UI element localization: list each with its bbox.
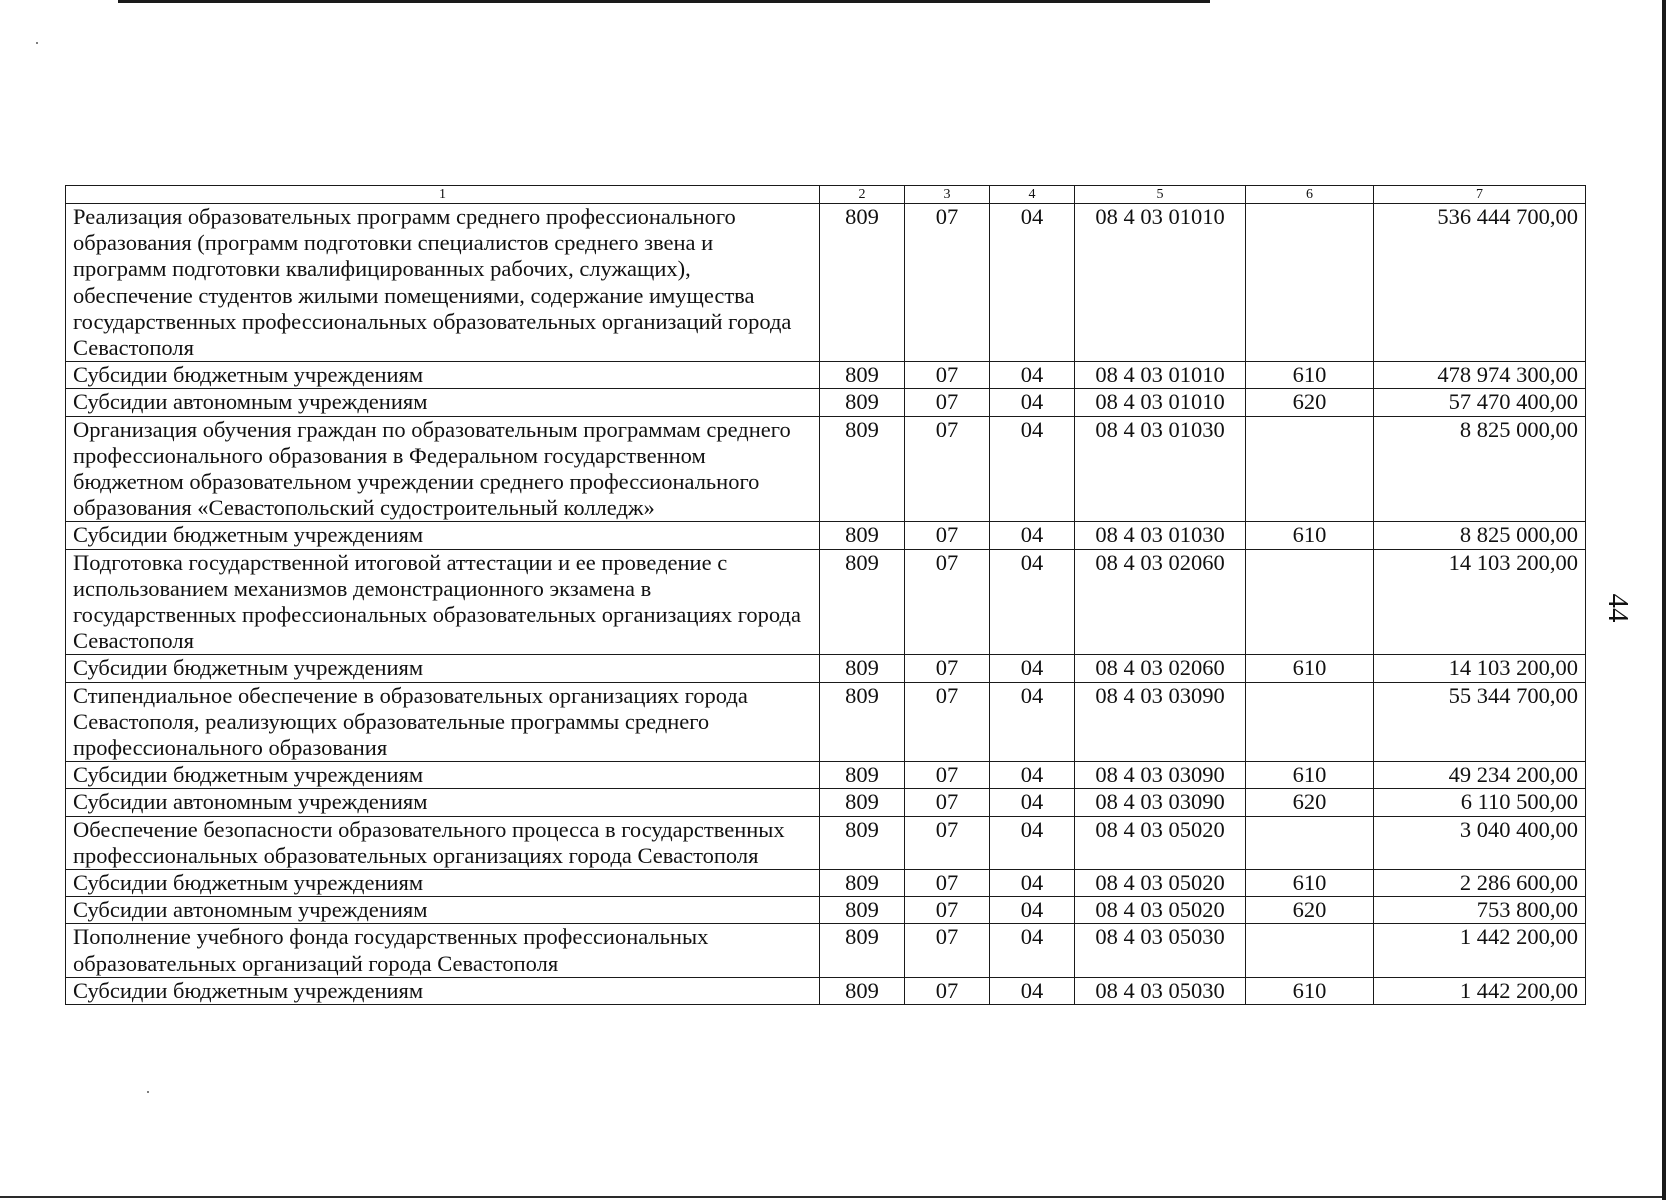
target-article-code: 08 4 03 05030 xyxy=(1075,977,1246,1004)
table-row xyxy=(66,362,1586,389)
subsection-code: 04 xyxy=(990,549,1075,655)
column-number-2: 2 xyxy=(820,186,905,204)
table-header xyxy=(66,186,1586,204)
subsection-code: 04 xyxy=(990,816,1075,869)
column-number-4: 4 xyxy=(990,186,1075,204)
item-name: Подготовка государственной итоговой аттестации и ее проведение с использованием механизмов демонстрационного экзамена в государственных профессиональных образовательных организациях города Севастополя xyxy=(66,549,820,655)
expense-type-code: 610 xyxy=(1246,522,1374,549)
column-number-1: 1 xyxy=(66,186,820,204)
scan-border-top xyxy=(118,0,1210,3)
target-article-code: 08 4 03 05020 xyxy=(1075,816,1246,869)
item-name: Организация обучения граждан по образовательным программам среднего профессионального образования в Федеральном государственном бюджетном образовательном учреждении среднего профессионального образования «Севастопольский судостроительный колледж» xyxy=(66,416,820,522)
amount: 55 344 700,00 xyxy=(1374,682,1586,762)
department-code: 809 xyxy=(820,870,905,897)
amount: 49 234 200,00 xyxy=(1374,762,1586,789)
subsection-code: 04 xyxy=(990,977,1075,1004)
department-code: 809 xyxy=(820,977,905,1004)
table-row xyxy=(66,870,1586,897)
expense-type-code: 620 xyxy=(1246,789,1374,816)
table-row xyxy=(66,762,1586,789)
table-row xyxy=(66,924,1586,977)
department-code: 809 xyxy=(820,362,905,389)
subsection-code: 04 xyxy=(990,789,1075,816)
header-row xyxy=(66,186,1586,204)
item-name: Субсидии бюджетным учреждениям xyxy=(66,870,820,897)
table-row xyxy=(66,789,1586,816)
target-article-code: 08 4 03 01010 xyxy=(1075,389,1246,416)
expense-type-code: 620 xyxy=(1246,897,1374,924)
amount: 1 442 200,00 xyxy=(1374,977,1586,1004)
item-name: Пополнение учебного фонда государственных профессиональных образовательных организаций города Севастополя xyxy=(66,924,820,977)
department-code: 809 xyxy=(820,549,905,655)
section-code: 07 xyxy=(905,362,990,389)
department-code: 809 xyxy=(820,682,905,762)
amount: 8 825 000,00 xyxy=(1374,416,1586,522)
expense-type-code xyxy=(1246,682,1374,762)
department-code: 809 xyxy=(820,522,905,549)
target-article-code: 08 4 03 05030 xyxy=(1075,924,1246,977)
budget-table xyxy=(65,185,1586,1005)
amount: 3 040 400,00 xyxy=(1374,816,1586,869)
subsection-code: 04 xyxy=(990,682,1075,762)
item-name: Субсидии бюджетным учреждениям xyxy=(66,522,820,549)
expense-type-code: 610 xyxy=(1246,362,1374,389)
subsection-code: 04 xyxy=(990,204,1075,362)
item-name: Реализация образовательных программ среднего профессионального образования (программ подготовки специалистов среднего звена и программ подготовки квалифицированных рабочих, служащих), обеспечение студентов жилыми помещениями, содержание имущества государственных профессиональных образовательных организаций города Севастополя xyxy=(66,204,820,362)
expense-type-code: 610 xyxy=(1246,655,1374,682)
section-code: 07 xyxy=(905,389,990,416)
target-article-code: 08 4 03 03090 xyxy=(1075,682,1246,762)
section-code: 07 xyxy=(905,924,990,977)
item-name: Субсидии бюджетным учреждениям xyxy=(66,655,820,682)
section-code: 07 xyxy=(905,549,990,655)
amount: 14 103 200,00 xyxy=(1374,655,1586,682)
department-code: 809 xyxy=(820,655,905,682)
subsection-code: 04 xyxy=(990,762,1075,789)
column-number-3: 3 xyxy=(905,186,990,204)
section-code: 07 xyxy=(905,682,990,762)
section-code: 07 xyxy=(905,789,990,816)
subsection-code: 04 xyxy=(990,362,1075,389)
table-row xyxy=(66,204,1586,362)
expense-type-code: 610 xyxy=(1246,870,1374,897)
item-name: Субсидии автономным учреждениям xyxy=(66,789,820,816)
item-name: Субсидии бюджетным учреждениям xyxy=(66,762,820,789)
subsection-code: 04 xyxy=(990,416,1075,522)
item-name: Субсидии бюджетным учреждениям xyxy=(66,362,820,389)
subsection-code: 04 xyxy=(990,389,1075,416)
subsection-code: 04 xyxy=(990,897,1075,924)
table-row xyxy=(66,897,1586,924)
expense-type-code xyxy=(1246,816,1374,869)
department-code: 809 xyxy=(820,204,905,362)
expense-type-code xyxy=(1246,204,1374,362)
section-code: 07 xyxy=(905,416,990,522)
column-number-7: 7 xyxy=(1374,186,1586,204)
table-row xyxy=(66,655,1586,682)
amount: 2 286 600,00 xyxy=(1374,870,1586,897)
subsection-code: 04 xyxy=(990,870,1075,897)
expense-type-code xyxy=(1246,416,1374,522)
table-row xyxy=(66,682,1586,762)
section-code: 07 xyxy=(905,522,990,549)
department-code: 809 xyxy=(820,897,905,924)
expense-type-code: 610 xyxy=(1246,762,1374,789)
amount: 753 800,00 xyxy=(1374,897,1586,924)
expense-type-code: 610 xyxy=(1246,977,1374,1004)
department-code: 809 xyxy=(820,924,905,977)
department-code: 809 xyxy=(820,762,905,789)
target-article-code: 08 4 03 03090 xyxy=(1075,762,1246,789)
section-code: 07 xyxy=(905,897,990,924)
expense-type-code: 620 xyxy=(1246,389,1374,416)
target-article-code: 08 4 03 03090 xyxy=(1075,789,1246,816)
subsection-code: 04 xyxy=(990,522,1075,549)
item-name: Субсидии автономным учреждениям xyxy=(66,389,820,416)
section-code: 07 xyxy=(905,204,990,362)
target-article-code: 08 4 03 01010 xyxy=(1075,362,1246,389)
amount: 14 103 200,00 xyxy=(1374,549,1586,655)
scan-border-bottom xyxy=(0,1196,1666,1198)
section-code: 07 xyxy=(905,870,990,897)
table-row xyxy=(66,816,1586,869)
target-article-code: 08 4 03 01030 xyxy=(1075,416,1246,522)
section-code: 07 xyxy=(905,977,990,1004)
amount: 6 110 500,00 xyxy=(1374,789,1586,816)
department-code: 809 xyxy=(820,416,905,522)
table-row xyxy=(66,977,1586,1004)
table-row xyxy=(66,389,1586,416)
department-code: 809 xyxy=(820,816,905,869)
amount: 478 974 300,00 xyxy=(1374,362,1586,389)
amount: 1 442 200,00 xyxy=(1374,924,1586,977)
section-code: 07 xyxy=(905,816,990,869)
target-article-code: 08 4 03 05020 xyxy=(1075,870,1246,897)
item-name: Субсидии бюджетным учреждениям xyxy=(66,977,820,1004)
expense-type-code xyxy=(1246,549,1374,655)
table-row xyxy=(66,549,1586,655)
subsection-code: 04 xyxy=(990,924,1075,977)
target-article-code: 08 4 03 05020 xyxy=(1075,897,1246,924)
table-row xyxy=(66,522,1586,549)
section-code: 07 xyxy=(905,655,990,682)
amount: 536 444 700,00 xyxy=(1374,204,1586,362)
item-name: Стипендиальное обеспечение в образовательных организациях города Севастополя, реализующих образовательные программы среднего профессионального образования xyxy=(66,682,820,762)
subsection-code: 04 xyxy=(990,655,1075,682)
column-number-6: 6 xyxy=(1246,186,1374,204)
item-name: Субсидии автономным учреждениям xyxy=(66,897,820,924)
scan-speck xyxy=(36,42,38,44)
target-article-code: 08 4 03 02060 xyxy=(1075,655,1246,682)
target-article-code: 08 4 03 01010 xyxy=(1075,204,1246,362)
column-number-5: 5 xyxy=(1075,186,1246,204)
item-name: Обеспечение безопасности образовательного процесса в государственных профессиональных образовательных организациях города Севастополя xyxy=(66,816,820,869)
scan-speck xyxy=(147,1091,149,1093)
amount: 8 825 000,00 xyxy=(1374,522,1586,549)
table-body xyxy=(66,204,1586,1005)
target-article-code: 08 4 03 01030 xyxy=(1075,522,1246,549)
page-number: 44 xyxy=(1602,593,1634,623)
department-code: 809 xyxy=(820,389,905,416)
target-article-code: 08 4 03 02060 xyxy=(1075,549,1246,655)
expense-type-code xyxy=(1246,924,1374,977)
amount: 57 470 400,00 xyxy=(1374,389,1586,416)
department-code: 809 xyxy=(820,789,905,816)
table-row xyxy=(66,416,1586,522)
section-code: 07 xyxy=(905,762,990,789)
scan-border-right xyxy=(1662,0,1666,1200)
